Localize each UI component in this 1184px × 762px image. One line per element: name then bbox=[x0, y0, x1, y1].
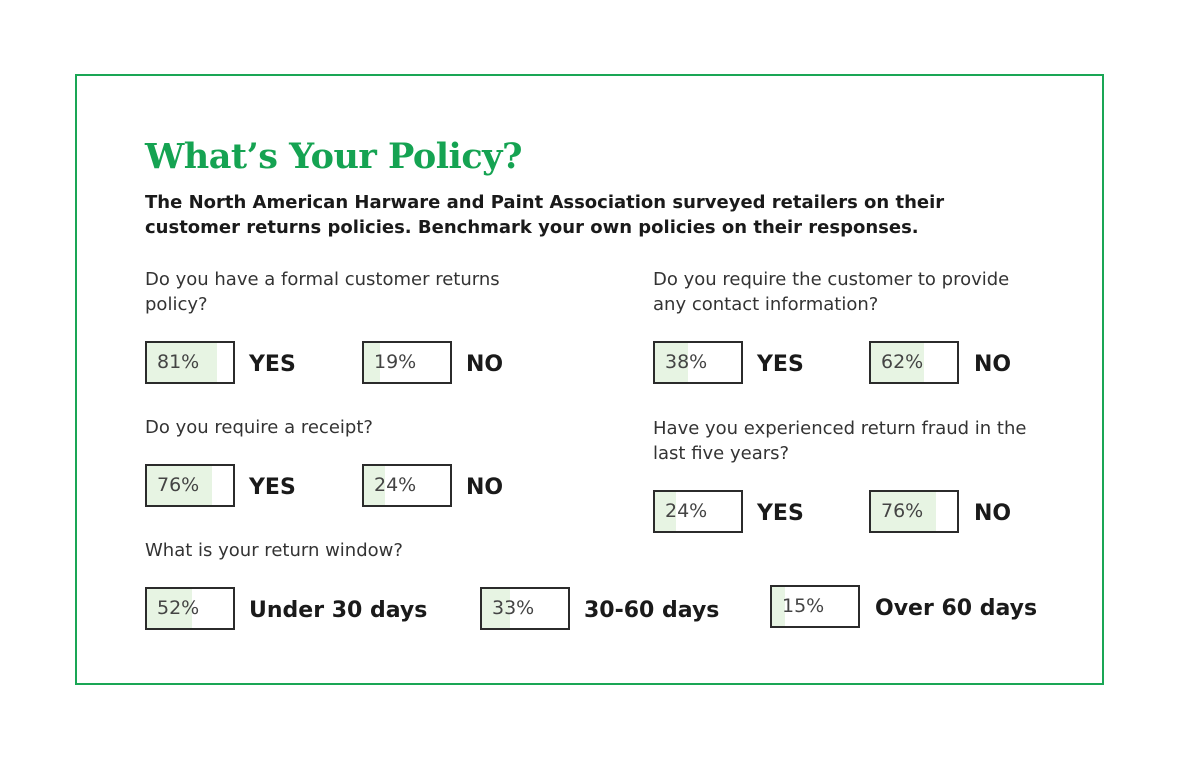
percent-box bbox=[145, 341, 235, 384]
percent-value: 81% bbox=[157, 351, 200, 373]
percent-box bbox=[145, 464, 235, 507]
option-label: YES bbox=[249, 475, 296, 500]
option-label: Over 60 days bbox=[875, 596, 1038, 621]
percent-value: 19% bbox=[374, 351, 417, 373]
percent-box bbox=[480, 587, 570, 630]
percent-box bbox=[653, 341, 743, 384]
percent-value: 76% bbox=[157, 474, 200, 496]
option-label: YES bbox=[757, 352, 804, 377]
percent-value: 38% bbox=[665, 351, 708, 373]
question-formal-policy: Do you have a formal customer returns policy? bbox=[145, 269, 500, 315]
percent-value: 52% bbox=[157, 597, 200, 619]
intro-text: The North American Harware and Paint Association surveyed retailers on their customer returns policies. Benchmark your own policies on their responses. bbox=[145, 192, 945, 238]
percent-value: 15% bbox=[782, 595, 825, 617]
option-label: NO bbox=[466, 475, 504, 500]
percent-box bbox=[869, 341, 959, 384]
option-label: NO bbox=[974, 352, 1012, 377]
percent-box bbox=[362, 341, 452, 384]
option-label: Under 30 days bbox=[249, 598, 428, 623]
percent-value: 62% bbox=[881, 351, 924, 373]
percent-value: 24% bbox=[374, 474, 417, 496]
option-label: 30-60 days bbox=[584, 598, 720, 623]
option-label: YES bbox=[757, 501, 804, 526]
option-label: NO bbox=[974, 501, 1012, 526]
percent-value: 76% bbox=[881, 500, 924, 522]
option-label: NO bbox=[466, 352, 504, 377]
page-title: What’s Your Policy? bbox=[145, 136, 523, 177]
percent-box bbox=[770, 585, 860, 628]
percent-box bbox=[145, 587, 235, 630]
percent-value: 24% bbox=[665, 500, 708, 522]
percent-box bbox=[362, 464, 452, 507]
option-label: YES bbox=[249, 352, 296, 377]
question-return-fraud: Have you experienced return fraud in the last five years? bbox=[653, 418, 1027, 464]
question-contact-info: Do you require the customer to provide any contact information? bbox=[653, 269, 1010, 315]
question-return-window: What is your return window? bbox=[145, 540, 403, 561]
percent-value: 33% bbox=[492, 597, 535, 619]
question-receipt: Do you require a receipt? bbox=[145, 417, 373, 438]
percent-box bbox=[653, 490, 743, 533]
percent-box bbox=[869, 490, 959, 533]
